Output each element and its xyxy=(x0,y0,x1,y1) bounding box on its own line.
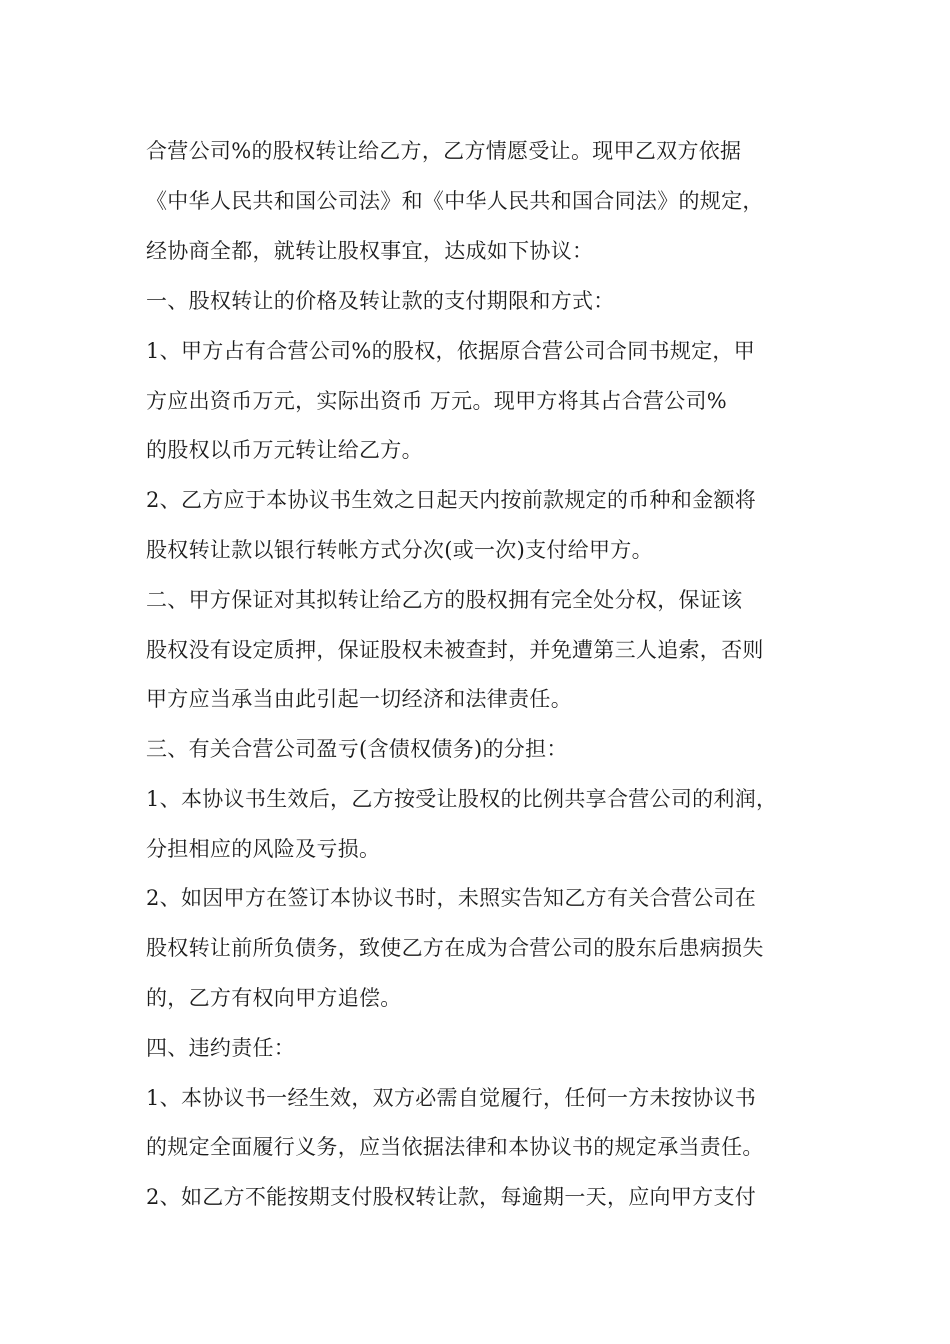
text-line: 甲方应当承当由此引起一切经济和法律责任。 xyxy=(146,687,572,711)
text-line: 2、如因甲方在签订本协议书时，未照实告知乙方有关合营公司在 xyxy=(146,886,757,910)
text-line: 1、本协议书一经生效，双方必需自觉履行，任何一方未按协议书 xyxy=(146,1086,757,1110)
text-line: 的规定全面履行义务，应当依据法律和本协议书的规定承当责任。 xyxy=(146,1135,764,1159)
section-heading: 三、有关合营公司盈亏(含债权债务)的分担： xyxy=(146,737,568,761)
text-line: 方应出资币万元，实际出资币 万元。现甲方将其占合营公司% xyxy=(146,389,728,413)
section-heading: 一、股权转让的价格及转让款的支付期限和方式： xyxy=(146,289,615,313)
text-line: 2、乙方应于本协议书生效之日起天内按前款规定的币种和金额将 xyxy=(146,488,757,512)
text-line: 合营公司%的股权转让给乙方，乙方情愿受让。现甲乙双方依据 xyxy=(146,139,742,163)
section-heading: 二、甲方保证对其拟转让给乙方的股权拥有完全处分权，保证该 xyxy=(146,588,743,612)
text-line: 分担相应的风险及亏损。 xyxy=(146,837,381,861)
text-line: 1、本协议书生效后，乙方按受让股权的比例共享合营公司的利润， xyxy=(146,787,778,811)
text-line: 股权转让款以银行转帐方式分次(或一次)支付给甲方。 xyxy=(146,538,653,562)
text-line: 的，乙方有权向甲方追偿。 xyxy=(146,986,402,1010)
text-line: 1、甲方占有合营公司%的股权，依据原合营公司合同书规定，甲 xyxy=(146,339,756,363)
text-line: 股权转让前所负债务，致使乙方在成为合营公司的股东后患病损失 xyxy=(146,936,764,960)
text-line: 2、如乙方不能按期支付股权转让款，每逾期一天，应向甲方支付 xyxy=(146,1185,757,1209)
text-line: 《中华人民共和国公司法》和《中华人民共和国合同法》的规定， xyxy=(146,189,764,213)
text-line: 的股权以币万元转让给乙方。 xyxy=(146,438,423,462)
text-line: 经协商全都，就转让股权事宜，达成如下协议： xyxy=(146,239,594,263)
section-heading: 四、违约责任： xyxy=(146,1036,296,1060)
text-line: 股权没有设定质押，保证股权未被查封，并免遭第三人追索，否则 xyxy=(146,638,764,662)
